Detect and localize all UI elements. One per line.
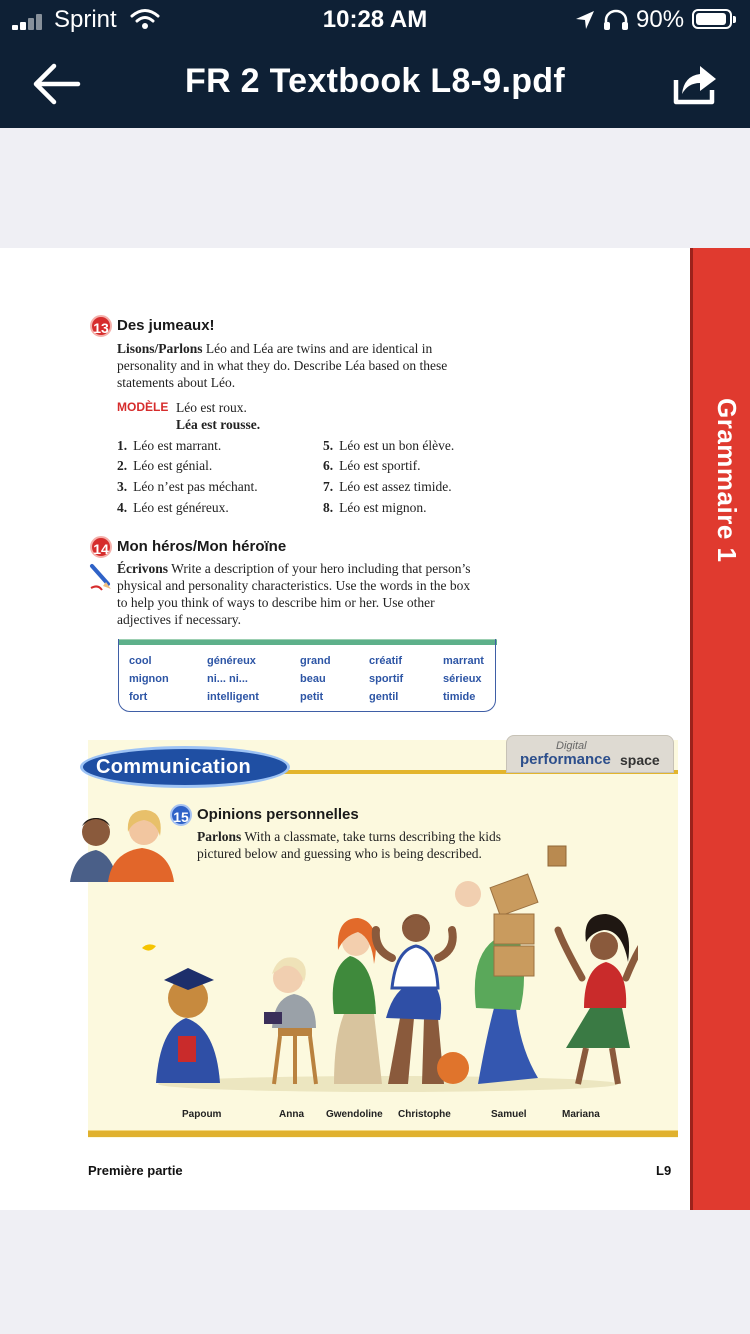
word-box-item: généreux <box>207 655 256 667</box>
activity-14-instructions: Écrivons Write a description of your hero including that person’s physical and personality characteristics. Use the words in the box to help you think of ways to describe him or her. Use other adjectives if necessary. <box>117 561 471 627</box>
word-box-item: marrant <box>443 655 484 667</box>
exercise-item: 4. Léo est généreux. <box>117 500 229 515</box>
performance-label: performance <box>520 751 611 768</box>
space-label: space <box>620 752 660 768</box>
activity-14-title: Mon héros/Mon héroïne <box>117 538 287 555</box>
activity-13-instructions: Lisons/Parlons Léo and Léa are twins and are identical in personality and in what they do. Describe Léa based on these statements about Léo. <box>117 341 448 390</box>
page-footer-section: Première partie <box>88 1163 183 1178</box>
chapter-side-tab <box>690 248 750 1210</box>
activity-13-instruction-label: Lisons/Parlons <box>117 341 203 356</box>
share-icon[interactable] <box>666 60 720 108</box>
kid-name-label: Christophe <box>398 1109 451 1120</box>
chapter-side-tab-label: Grammaire 1 <box>712 398 742 563</box>
word-box-item: intelligent <box>207 691 259 703</box>
exercise-item: 7. Léo est assez timide. <box>323 479 452 494</box>
exercise-item: 8. Léo est mignon. <box>323 500 427 515</box>
modele-answer: Léa est rousse. <box>176 417 261 432</box>
app-header <box>0 0 750 128</box>
carrier-name: Sprint <box>54 6 117 33</box>
activity-15-title: Opinions personnelles <box>197 806 359 823</box>
kids-illustration <box>138 838 638 1098</box>
exercise-item: 1. Léo est marrant. <box>117 438 222 453</box>
activity-number-14: 14 <box>90 536 112 558</box>
word-box-item: créatif <box>369 655 403 667</box>
word-box-item: grand <box>300 655 331 667</box>
exercise-item: 5. Léo est un bon élève. <box>323 438 455 453</box>
activity-number-13: 13 <box>90 315 112 337</box>
word-box-item: sportif <box>369 673 404 685</box>
battery-icon <box>692 9 732 29</box>
word-box-item: gentil <box>369 691 399 703</box>
kid-name-label: Mariana <box>562 1109 600 1120</box>
battery-percent: 90% <box>636 6 685 33</box>
pencil-icon <box>88 562 114 592</box>
modele-label: MODÈLE <box>117 400 169 414</box>
kid-name-label: Samuel <box>491 1109 527 1120</box>
pdf-page[interactable] <box>0 248 750 1210</box>
digital-label: Digital <box>556 740 587 752</box>
status-bar <box>0 0 750 40</box>
headphones-icon <box>603 9 629 31</box>
activity-15-instructions: Parlons With a classmate, take turns describing the kids pictured below and guessing who is being described. <box>197 829 502 861</box>
word-box-item: sérieux <box>443 673 482 685</box>
location-icon <box>575 10 595 30</box>
exercise-item: 2. Léo est génial. <box>117 458 213 473</box>
activity-15-instruction-label: Parlons <box>197 829 242 844</box>
word-box-item: cool <box>129 655 152 667</box>
word-box-item: timide <box>443 691 476 703</box>
activity-14-instruction-label: Écrivons <box>117 561 169 576</box>
word-box-item: petit <box>300 691 324 703</box>
activity-13-title: Des jumeaux! <box>117 317 215 334</box>
word-box-item: mignon <box>129 673 169 685</box>
kid-name-label: Gwendoline <box>326 1109 383 1120</box>
exercise-item: 6. Léo est sportif. <box>323 458 421 473</box>
communication-banner-text: Communication <box>96 756 252 778</box>
exercise-item: 3. Léo n’est pas méchant. <box>117 479 258 494</box>
word-box-item: beau <box>300 673 326 685</box>
status-time: 10:28 AM <box>322 6 428 33</box>
communication-bottom-rule <box>88 1130 678 1137</box>
page-number: L9 <box>656 1163 672 1178</box>
modele-question: Léo est roux. <box>176 400 247 415</box>
activity-number-15: 15 <box>170 804 192 826</box>
kid-name-label: Anna <box>279 1109 304 1120</box>
document-title: FR 2 Textbook L8-9.pdf <box>185 62 565 100</box>
kid-name-label: Papoum <box>182 1109 222 1120</box>
word-box-item: ni... ni... <box>207 673 248 685</box>
word-box-item: fort <box>129 691 148 703</box>
